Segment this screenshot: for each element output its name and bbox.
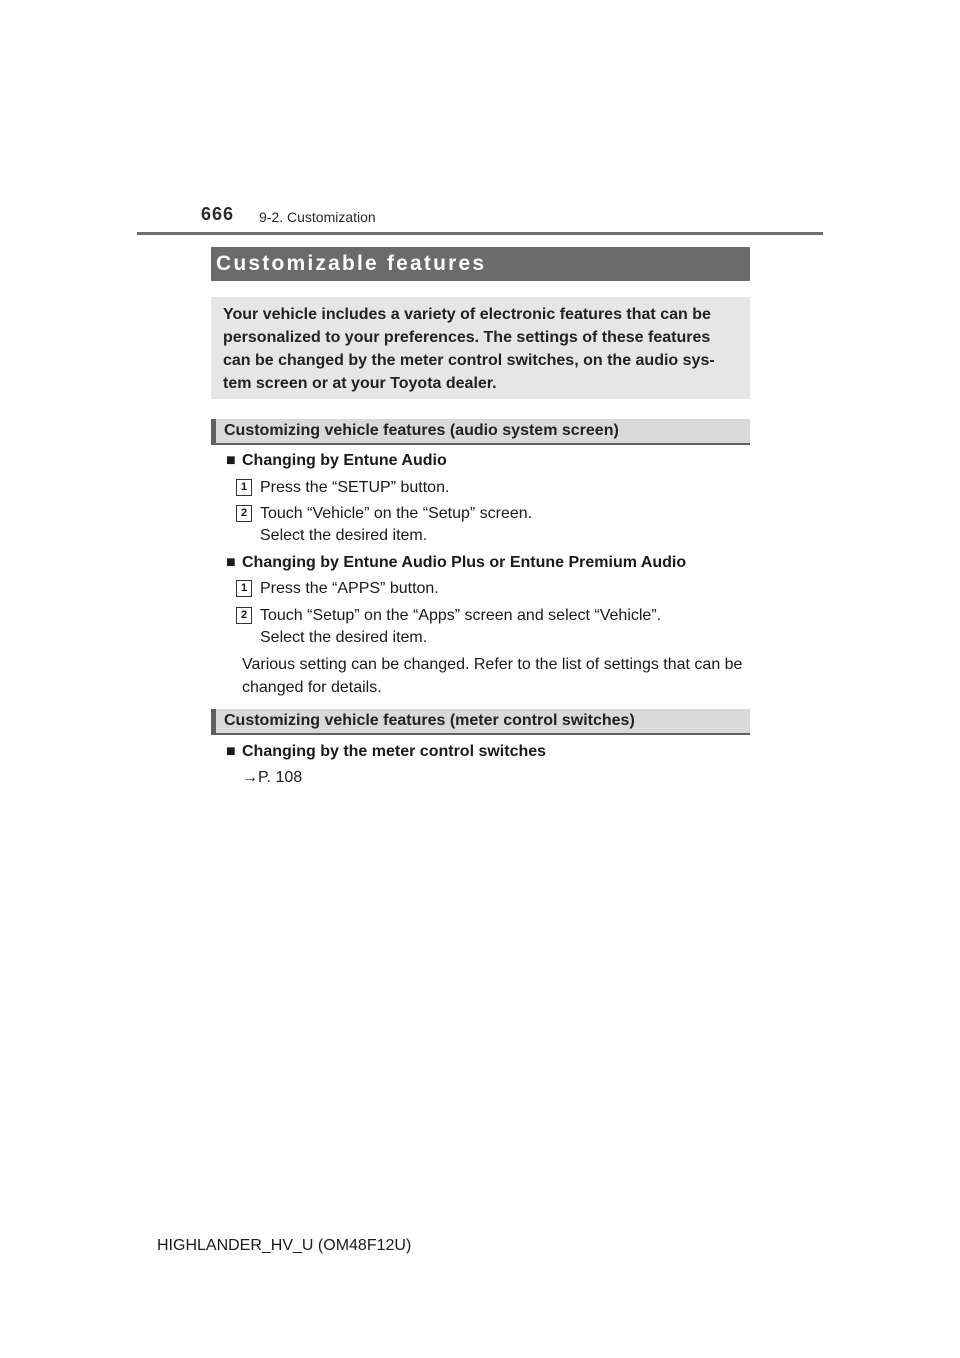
bullet-heading-meter bbox=[226, 741, 546, 763]
subheading-audio-system: Customizing vehicle features (audio system screen) bbox=[211, 419, 750, 445]
page-reference-link[interactable]: →P. 108 bbox=[242, 769, 303, 786]
section-reference: 9-2. Customization bbox=[259, 209, 376, 225]
step-number: 1 bbox=[236, 479, 252, 496]
step-note: Select the desired item. bbox=[260, 629, 428, 646]
step-number: 2 bbox=[236, 505, 252, 522]
subheading-meter-switches: Customizing vehicle features (meter control switches) bbox=[211, 709, 750, 735]
bullet-square: ■ bbox=[226, 743, 236, 760]
bullet-heading-entune-plus bbox=[226, 552, 686, 574]
step-number: 2 bbox=[236, 607, 252, 624]
footer-model-code: HIGHLANDER_HV_U (OM48F12U) bbox=[157, 1237, 412, 1254]
step-number: 1 bbox=[236, 580, 252, 597]
step-text: Touch “Setup” on the “Apps” screen and select “Vehicle”. bbox=[260, 607, 662, 624]
bullet-heading-text: Changing by Entune Audio bbox=[242, 452, 447, 469]
intro-box: Your vehicle includes a variety of electronic features that can be personalized to your preferences. The settings of these features can be changed by the meter control switches, on the audio sys- tem screen or at your Toyota dealer. bbox=[211, 297, 750, 399]
step-note: Select the desired item. bbox=[260, 527, 428, 544]
page-header bbox=[0, 0, 960, 240]
step-text: Press the “SETUP” button. bbox=[260, 479, 450, 496]
step-text: Press the “APPS” button. bbox=[260, 580, 439, 597]
bullet-heading-text: Changing by the meter control switches bbox=[242, 743, 547, 760]
bullet-heading-entune-audio bbox=[226, 450, 447, 472]
bullet-square: ■ bbox=[226, 452, 236, 469]
page-title: Customizable features bbox=[211, 247, 750, 281]
bullet-square: ■ bbox=[226, 554, 236, 571]
page-number: 666 bbox=[201, 204, 235, 224]
settings-paragraph: Various setting can be changed. Refer to the list of settings that can be changed for details. bbox=[242, 656, 743, 696]
header-rule bbox=[137, 232, 823, 235]
step-text: Touch “Vehicle” on the “Setup” screen. bbox=[260, 505, 533, 522]
bullet-heading-text: Changing by Entune Audio Plus or Entune Premium Audio bbox=[242, 554, 687, 571]
